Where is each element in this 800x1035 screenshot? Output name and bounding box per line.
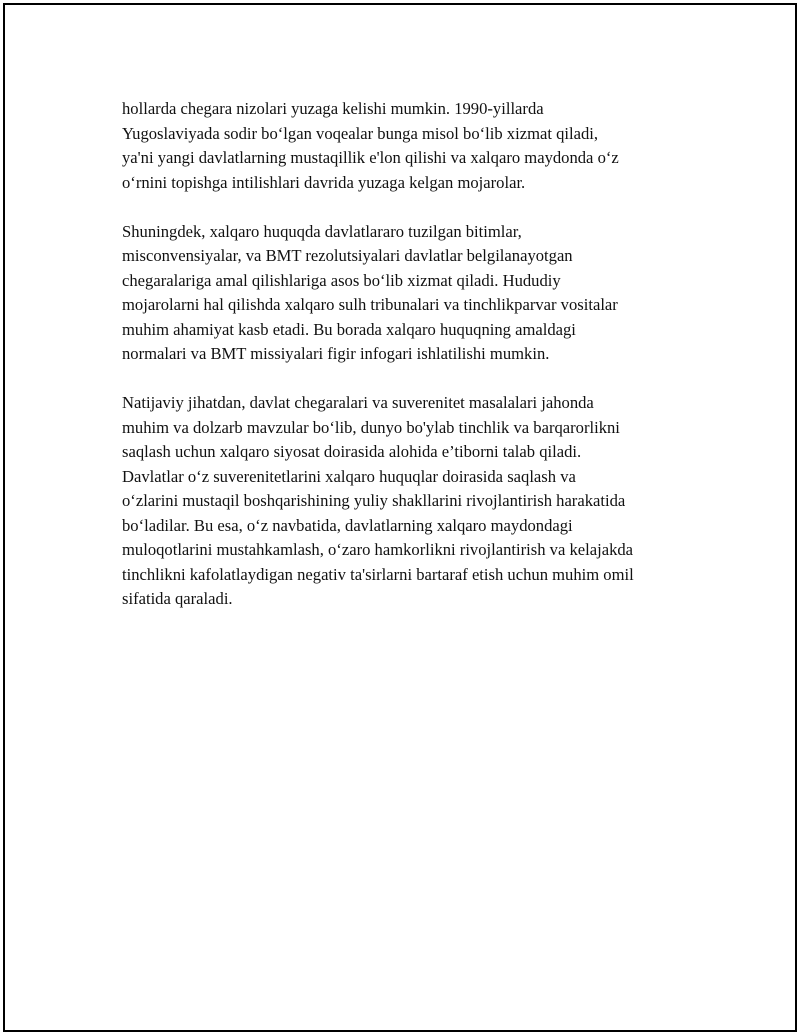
paragraph-3: Natijaviy jihatdan, davlat chegaralari va suverenitet masalalari jahonda muhim va dolzarb mavzular bo‘lib, dunyo bo'ylab tinchlik va barqarorlikni saqlash uchun xalqaro siyosat doirasida alohida e’tiborni talab qiladi. Davlatlar o‘z suverenitetlarini xalqaro huquqlar doirasida saqlash va o‘zlarini mustaqil boshqarishining yuliy shakllarini rivojlantirish harakatida bo‘ladilar. Bu esa, o‘z navbatida, davlatlarning xalqaro maydondagi muloqotlarini mustahkamlash, o‘zaro hamkorlikni rivojlantirish va kelajakda tinchlikni kafolatlaydigan negativ ta'sirlarni bartaraf etish uchun muhim omil sifatida qaraladi. — [122, 393, 634, 608]
paragraph-1: hollarda chegara nizolari yuzaga kelishi mumkin. 1990-yillarda Yugoslaviyada sodir bo‘lgan voqealar bunga misol bo‘lib xizmat qiladi, ya'ni yangi davlatlarning mustaqillik e'lon qilishi va xalqaro maydonda o‘z o‘rnini topishga intilishlari davrida yuzaga kelgan mojarolar. — [122, 99, 619, 192]
page-frame — [3, 3, 797, 1032]
document-body — [122, 97, 702, 636]
paragraph-2: Shuningdek, xalqaro huquqda davlatlararo tuzilgan bitimlar, misconvensiyalar, va BMT rezolutsiyalari davlatlar belgilanayotgan chegaralariga amal qilishlariga asos bo‘lib xizmat qiladi. Hududiy mojarolarni hal qilishda xalqaro sulh tribunalari va tinchlikparvar vositalar muhim ahamiyat kasb etadi. Bu borada xalqaro huquqning amaldagi normalari va BMT missiyalari figir infogari ishlatilishi mumkin. — [122, 221, 618, 363]
